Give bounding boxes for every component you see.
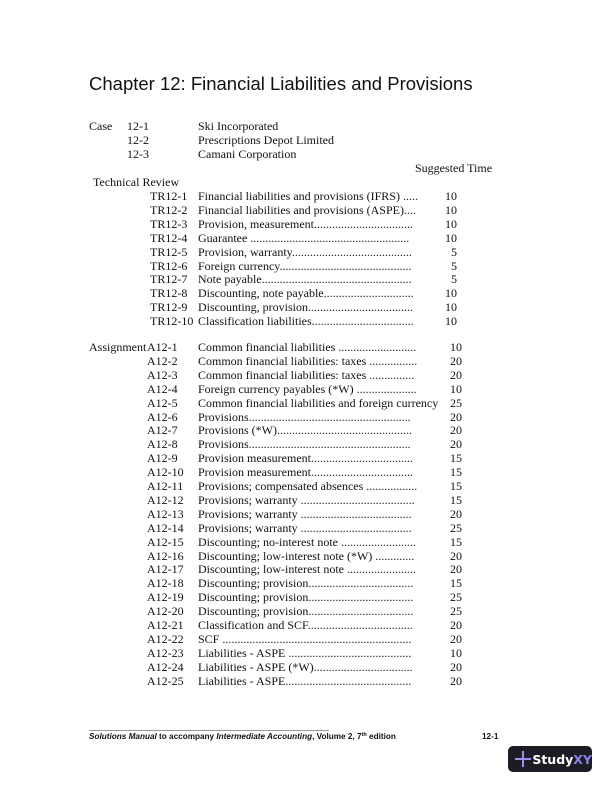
suggested-time: 15 (450, 479, 462, 493)
exercise-code: TR12-9 (150, 300, 188, 315)
suggested-time: 20 (450, 506, 462, 521)
assignment-code: A12-17 (147, 562, 184, 577)
assignment-code: A12-16 (147, 548, 184, 563)
assignment-description: Liabilities - ASPE.......................................... (198, 673, 412, 688)
case-name: Camani Corporation (198, 146, 297, 161)
suggested-time: 5 (451, 272, 457, 287)
assignment-description: Discounting; low-interest note (*W) ............. (198, 548, 415, 563)
suggested-time: 15 (450, 534, 462, 549)
assignment-description: Common financial liabilities .......................... (198, 340, 417, 354)
assignment-code: A12-24 (147, 659, 184, 674)
suggested-time: 10 (445, 216, 457, 231)
case-code: 12-3 (127, 146, 149, 161)
suggested-time-header: Suggested Time (415, 161, 493, 175)
assignment-description: Liabilities - ASPE ......................................... (198, 645, 412, 660)
exercise-description: Foreign currency............................................ (198, 258, 412, 273)
exercise-description: Provision, measurement................................. (198, 216, 413, 231)
suggested-time: 10 (450, 381, 462, 396)
assignment-description: Liabilities - ASPE (*W)................................. (198, 659, 413, 674)
chapter-title: Chapter 12: Financial Liabilities and Provisions (89, 73, 473, 94)
assignment-description: Provisions; compensated absences ................. (198, 479, 418, 493)
assignment-description: SCF ............................................................... (198, 631, 412, 646)
suggested-time: 15 (450, 492, 462, 507)
suggested-time: 10 (450, 340, 462, 354)
assignment-code: A12-1 (147, 340, 178, 354)
assignment-description: Provisions (*W)............................................. (198, 423, 412, 438)
suggested-time: 20 (450, 548, 462, 563)
assignment-description: Discounting; low-interest note ....................... (198, 562, 416, 577)
suggested-time: 5 (451, 244, 457, 259)
case-label: Case (89, 119, 113, 133)
footer-text: edition (366, 732, 396, 741)
suggested-time: 25 (450, 590, 462, 605)
suggested-time: 20 (450, 367, 462, 382)
assignment-label: Assignment (89, 340, 147, 354)
assignment-code: A12-20 (147, 604, 184, 619)
assignment-code: A12-18 (147, 576, 184, 591)
footer-text-title: Intermediate Accounting (216, 732, 313, 741)
assignment-code: A12-4 (147, 381, 178, 396)
assignment-code: A12-19 (147, 590, 184, 605)
plus-icon (515, 751, 527, 767)
technical-review-label: Technical Review (93, 175, 180, 189)
assignment-code: A12-22 (147, 631, 184, 646)
assignment-code: A12-23 (147, 645, 184, 660)
assignment-code: A12-5 (147, 395, 178, 410)
assignment-description: Discounting; provision................................... (198, 604, 414, 619)
assignment-description: Provisions; warranty ...................................... (198, 492, 415, 507)
studyxy-badge[interactable] (508, 746, 592, 772)
suggested-time: 5 (451, 258, 457, 273)
suggested-time: 10 (445, 286, 457, 301)
exercise-description: Provision, warranty........................................ (198, 244, 412, 259)
suggested-time: 20 (450, 659, 462, 674)
suggested-time: 25 (450, 395, 462, 410)
assignment-code: A12-10 (147, 465, 184, 480)
exercise-description: Classification liabilities.................................. (198, 314, 414, 329)
assignment-code: A12-21 (147, 618, 184, 632)
suggested-time: 20 (450, 562, 462, 577)
suggested-time: 20 (450, 631, 462, 646)
assignment-code: A12-3 (147, 367, 178, 382)
exercise-code: TR12-4 (150, 230, 188, 245)
exercise-code: TR12-3 (150, 216, 188, 231)
assignment-description: Common financial liabilities and foreign currency (198, 395, 439, 410)
assignment-description: Common financial liabilities: taxes ................ (198, 353, 418, 368)
suggested-time: 10 (450, 645, 462, 660)
assignment-code: A12-6 (147, 409, 178, 424)
suggested-time: 15 (450, 576, 462, 591)
assignment-code: A12-14 (147, 520, 184, 535)
suggested-time: 25 (450, 604, 462, 619)
suggested-time: 10 (445, 189, 457, 203)
exercise-description: Discounting, note payable.............................. (198, 286, 414, 301)
assignment-code: A12-8 (147, 437, 178, 452)
assignment-code: A12-9 (147, 451, 178, 466)
exercise-code: TR12-5 (150, 244, 188, 259)
footer-superscript: th (361, 732, 367, 738)
assignment-description: Provisions; warranty ..................................... (198, 506, 412, 521)
assignment-description: Discounting; provision................................... (198, 576, 414, 591)
assignment-code: A12-7 (147, 423, 178, 438)
suggested-time: 15 (450, 465, 462, 480)
suggested-time: 15 (450, 451, 462, 466)
assignment-code: A12-13 (147, 506, 184, 521)
assignment-description: Foreign currency payables (*W) .................... (198, 381, 417, 396)
exercise-code: TR12-2 (150, 202, 188, 217)
suggested-time: 10 (445, 202, 457, 217)
exercise-code: TR12-1 (150, 189, 188, 203)
suggested-time: 20 (450, 618, 462, 632)
exercise-code: TR12-7 (150, 272, 188, 287)
exercise-description: Guarantee ..................................................... (198, 230, 410, 245)
assignment-description: Common financial liabilities: taxes ............... (198, 367, 415, 382)
exercise-code: TR12-6 (150, 258, 188, 273)
suggested-time: 20 (450, 673, 462, 688)
suggested-time: 10 (445, 300, 457, 315)
exercise-code: TR12-10 (150, 314, 194, 329)
assignment-description: Provision measurement.................................. (198, 451, 413, 466)
brand-logo-text: StudyXY (532, 751, 592, 767)
exercise-description: Note payable.................................................. (198, 272, 412, 287)
suggested-time: 20 (450, 423, 462, 438)
assignment-code: A12-12 (147, 492, 184, 507)
suggested-time: 10 (445, 230, 457, 245)
assignment-description: Provisions; warranty ..................................... (198, 520, 412, 535)
assignment-code: A12-11 (147, 479, 184, 493)
suggested-time: 20 (450, 353, 462, 368)
footer-text: to accompany (156, 732, 217, 741)
suggested-time: 20 (450, 437, 462, 452)
assignment-description: Provisions...................................................... (198, 409, 411, 424)
exercise-code: TR12-8 (150, 286, 188, 301)
footer-citation (89, 732, 396, 741)
assignment-description: Provision measurement.................................. (198, 465, 413, 480)
case-code: 12-2 (127, 132, 149, 147)
assignment-description: Classification and SCF................................... (198, 618, 413, 632)
suggested-time: 10 (445, 314, 457, 329)
exercise-description: Financial liabilities and provisions (ASPE).... (198, 202, 416, 217)
suggested-time: 25 (450, 520, 462, 535)
exercise-description: Discounting, provision................................... (198, 300, 413, 315)
assignment-code: A12-2 (147, 353, 178, 368)
case-name: Ski Incorporated (198, 119, 279, 133)
case-name: Prescriptions Depot Limited (198, 132, 334, 147)
case-code: 12-1 (127, 119, 149, 133)
footer-rule (89, 730, 329, 731)
assignment-description: Discounting; provision................................... (198, 590, 414, 605)
assignment-description: Discounting; no-interest note ......................... (198, 534, 416, 549)
assignment-code: A12-25 (147, 673, 184, 688)
exercise-description: Financial liabilities and provisions (IFRS) ..... (198, 189, 418, 203)
assignment-description: Provisions...................................................... (198, 437, 411, 452)
page-number: 12-1 (482, 732, 499, 741)
footer-text: , Volume 2, 7 (312, 732, 362, 741)
footer-book-title: Solutions Manual (89, 732, 157, 741)
suggested-time: 20 (450, 409, 462, 424)
assignment-code: A12-15 (147, 534, 184, 549)
